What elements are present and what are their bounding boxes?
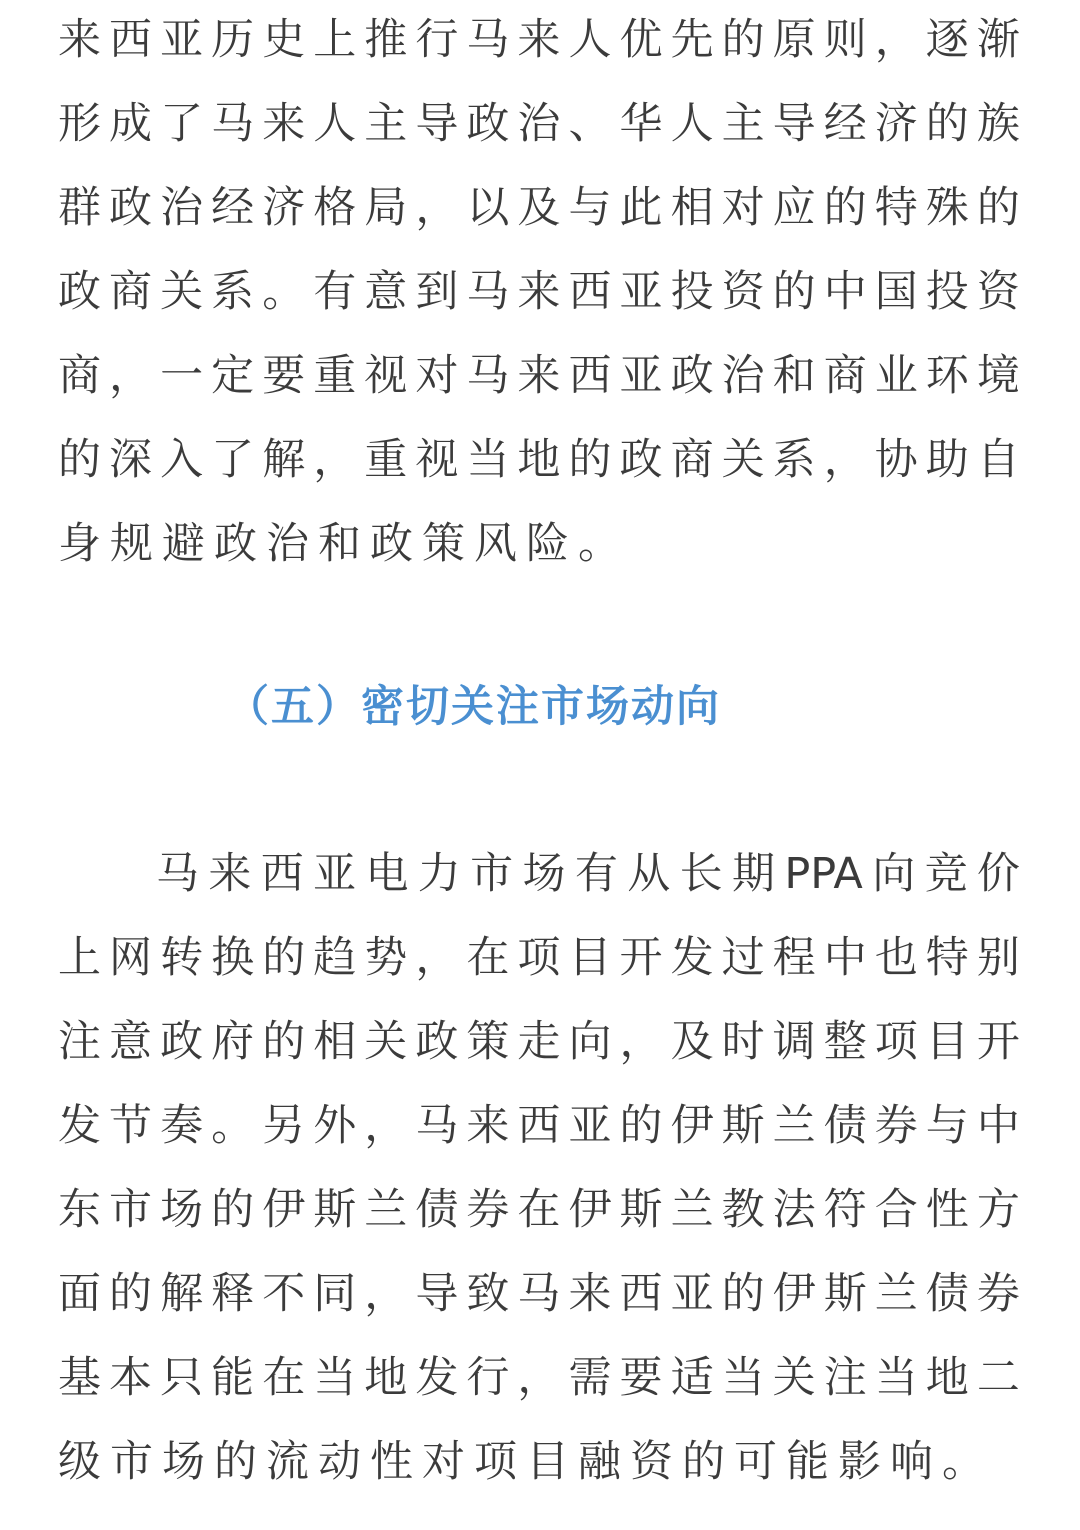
text-line: 发 节 奏 。 另 外 ， 马 来 西 亚 的 伊 斯 兰 债 券 与 中 bbox=[58, 1101, 1020, 1151]
text-line: 商 ， 一 定 要 重 视 对 马 来 西 亚 政 治 和 商 业 环 境 bbox=[58, 351, 1020, 401]
text-line: 来 西 亚 历 史 上 推 行 马 来 人 优 先 的 原 则 ， 逐 渐 bbox=[58, 15, 1020, 65]
paragraph-political-context bbox=[58, 0, 1020, 586]
text-line: 形 成 了 马 来 人 主 导 政 治 、 华 人 主 导 经 济 的 族 bbox=[58, 99, 1020, 149]
text-line: 基 本 只 能 在 当 地 发 行 ， 需 要 适 当 关 注 当 地 二 bbox=[58, 1353, 1020, 1403]
text-line: 身 规 避 政 治 和 政 策 风 险 。 bbox=[58, 519, 621, 569]
text-line: 东 市 场 的 伊 斯 兰 债 券 在 伊 斯 兰 教 法 符 合 性 方 bbox=[58, 1185, 1020, 1235]
text-line: 上 网 转 换 的 趋 势 ， 在 项 目 开 发 过 程 中 也 特 别 bbox=[58, 933, 1020, 983]
section-heading: （五）密切关注市场动向 bbox=[226, 682, 721, 732]
text-line: 的 深 入 了 解 ， 重 视 当 地 的 政 商 关 系 ， 协 助 自 bbox=[58, 435, 1020, 485]
text-line: 注 意 政 府 的 相 关 政 策 走 向 ， 及 时 调 整 项 目 开 bbox=[58, 1017, 1020, 1067]
text-line: 面 的 解 释 不 同 ， 导 致 马 来 西 亚 的 伊 斯 兰 债 券 bbox=[58, 1269, 1020, 1319]
text-line: 级 市 场 的 流 动 性 对 项 目 融 资 的 可 能 影 响 。 bbox=[58, 1437, 985, 1487]
text-line: 群 政 治 经 济 格 局 ， 以 及 与 此 相 对 应 的 特 殊 的 bbox=[58, 183, 1020, 233]
text-line: 马 来 西 亚 电 力 市 场 有 从 长 期 PPA 向 竞 价 bbox=[156, 849, 1020, 899]
paragraph-market-trends bbox=[58, 832, 1020, 1504]
text-line: 政 商 关 系 。 有 意 到 马 来 西 亚 投 资 的 中 国 投 资 bbox=[58, 267, 1020, 317]
